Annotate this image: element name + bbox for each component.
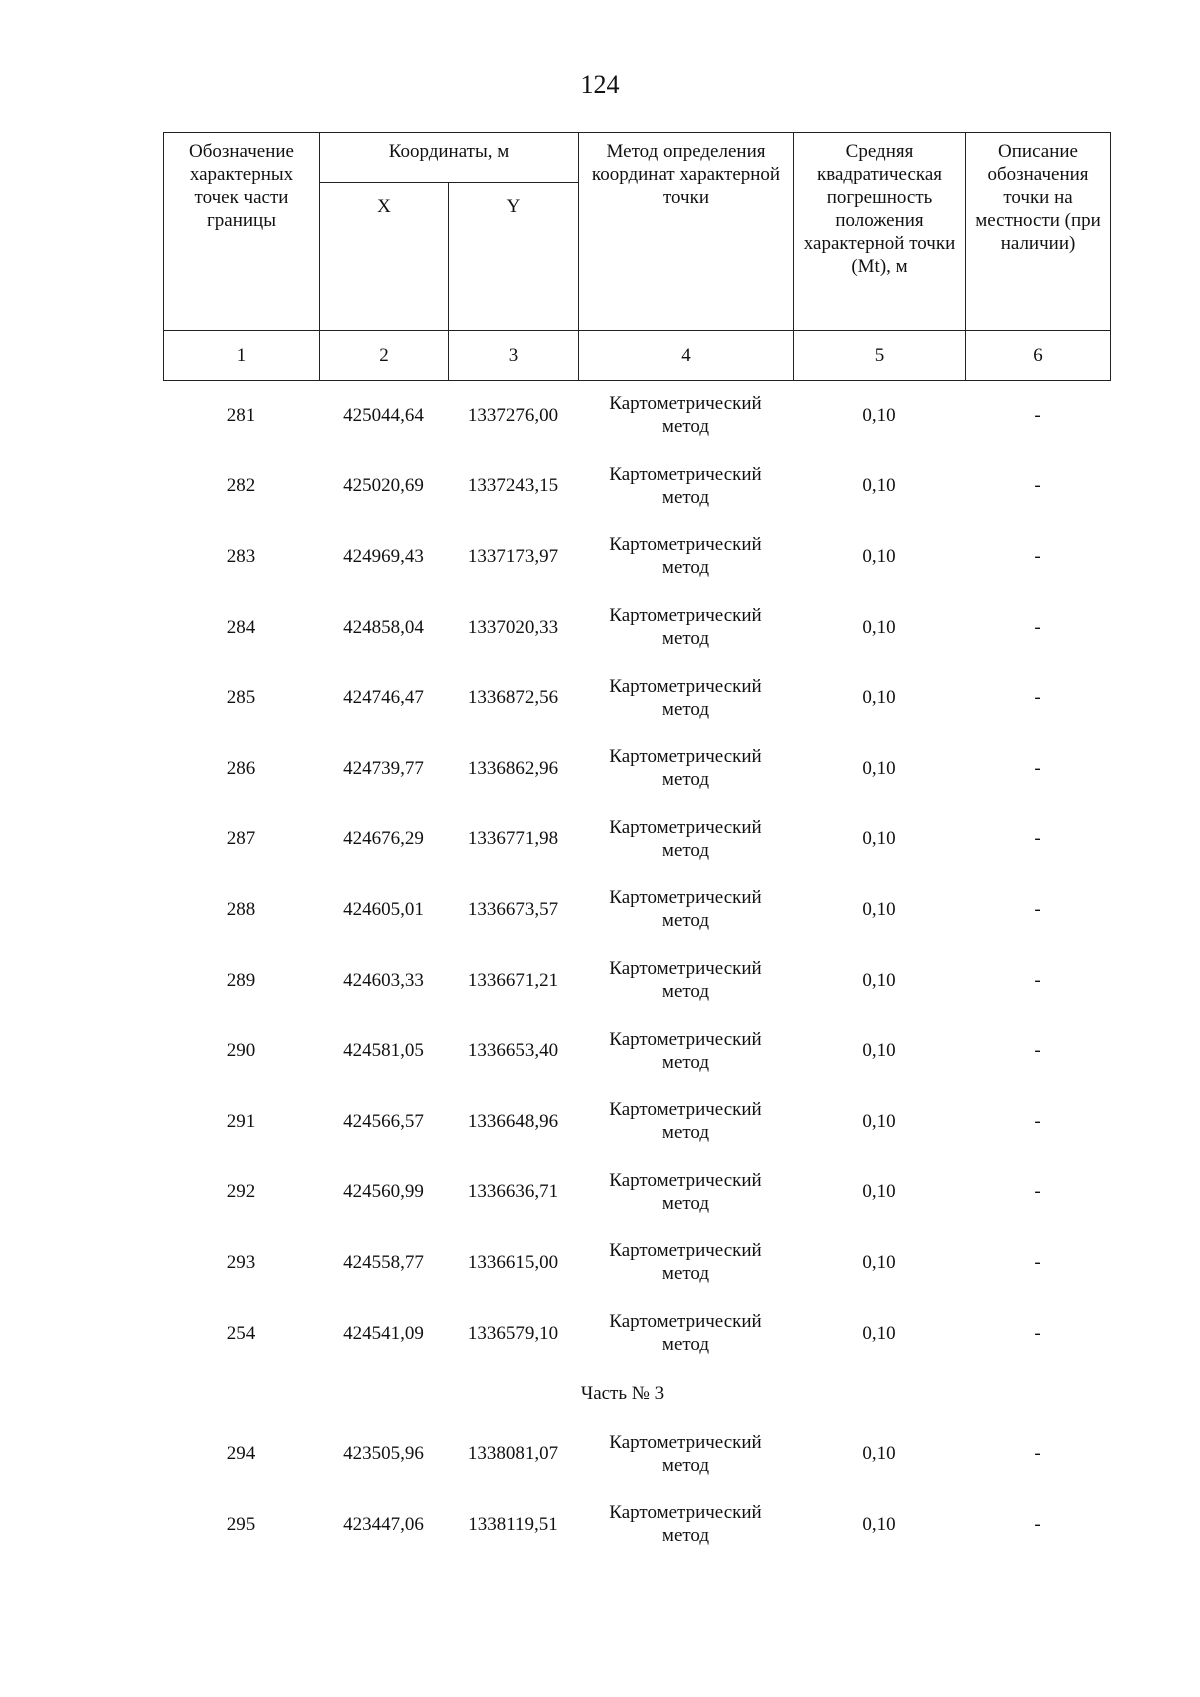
coord-x: 423505,96: [343, 1443, 424, 1465]
coord-y: 1336872,56: [467, 687, 559, 709]
header-y: Y: [449, 183, 579, 331]
coord-y: 1337173,97: [467, 545, 559, 567]
point-number: 295: [226, 1513, 256, 1535]
method: [578, 1489, 793, 1560]
method: [578, 1015, 793, 1086]
method-text: Картометрический: [609, 463, 762, 485]
mean-error: 0,10: [862, 828, 896, 850]
coordinates-table-header: [163, 132, 1111, 381]
method-text: Картометрический: [609, 605, 762, 627]
coord-x: 425020,69: [343, 475, 424, 497]
method-text: метод: [661, 557, 710, 579]
method-text: метод: [661, 416, 710, 438]
coord-x: 424739,77: [343, 757, 424, 779]
coord-y: 1336671,21: [467, 969, 559, 991]
table-row: [163, 662, 1110, 733]
table-row: [163, 1227, 1110, 1298]
description: -: [1034, 475, 1041, 497]
coord-y: 1336579,10: [467, 1322, 559, 1344]
coord-y: 1336653,40: [467, 1040, 559, 1062]
mean-error: 0,10: [862, 1513, 896, 1535]
description: -: [1034, 404, 1041, 426]
point-number: 284: [226, 616, 256, 638]
header-description: Описание обозначения точки на местности (при наличии): [966, 133, 1111, 331]
method-text: Картометрический: [609, 1169, 762, 1191]
method: [578, 804, 793, 875]
table-row: [163, 521, 1110, 592]
method: [578, 874, 793, 945]
coord-x: 424676,29: [343, 828, 424, 850]
coord-y: 1337020,33: [467, 616, 559, 638]
table-row: [163, 451, 1110, 522]
section-title: Часть № 3: [580, 1382, 665, 1404]
mean-error: 0,10: [862, 757, 896, 779]
method-text: метод: [661, 1122, 710, 1144]
method-text: Картометрический: [609, 1502, 762, 1524]
coord-y: 1336615,00: [467, 1251, 559, 1273]
column-number: 4: [579, 331, 794, 381]
method-text: Картометрический: [609, 958, 762, 980]
coord-x: 424746,47: [343, 687, 424, 709]
coord-x: 424581,05: [343, 1040, 424, 1062]
method-text: метод: [661, 1334, 710, 1356]
header-x: X: [320, 183, 449, 331]
method-text: Картометрический: [609, 675, 762, 697]
coord-x: 424541,09: [343, 1322, 424, 1344]
description: -: [1034, 969, 1041, 991]
description: -: [1034, 898, 1041, 920]
method: [578, 662, 793, 733]
mean-error: 0,10: [862, 1181, 896, 1203]
point-number: 288: [226, 898, 256, 920]
table-row: [163, 945, 1110, 1016]
description: -: [1034, 616, 1041, 638]
mean-error: 0,10: [862, 1251, 896, 1273]
description: -: [1034, 545, 1041, 567]
table-row: [163, 380, 1110, 451]
description: -: [1034, 1110, 1041, 1132]
coord-y: 1337243,15: [467, 475, 559, 497]
method-text: Картометрический: [609, 1099, 762, 1121]
coord-x: 424558,77: [343, 1251, 424, 1273]
method-text: метод: [661, 1454, 710, 1476]
header-mean-error: Средняя квадратическая погрешность положения характерной точки (Mt), м: [794, 133, 966, 331]
column-number: 5: [794, 331, 966, 381]
method-text: метод: [661, 981, 710, 1003]
coord-y: 1338081,07: [467, 1443, 559, 1465]
description: -: [1034, 1443, 1041, 1465]
point-number: 291: [226, 1110, 256, 1132]
column-number: 3: [449, 331, 579, 381]
mean-error: 0,10: [862, 545, 896, 567]
table-row: [163, 804, 1110, 875]
point-number: 292: [226, 1181, 256, 1203]
header-point-designation: Обозначение характерных точек части границы: [164, 133, 320, 331]
coord-x: 423447,06: [343, 1513, 424, 1535]
description: -: [1034, 1181, 1041, 1203]
coord-x: 424560,99: [343, 1181, 424, 1203]
description: -: [1034, 687, 1041, 709]
table-row: [163, 592, 1110, 663]
coord-y: 1336648,96: [467, 1110, 559, 1132]
coord-x: 424969,43: [343, 545, 424, 567]
method-text: метод: [661, 839, 710, 861]
method-text: Картометрический: [609, 1028, 762, 1050]
header-method: Метод определения координат характерной точки: [579, 133, 794, 331]
point-number: 294: [226, 1443, 256, 1465]
method-text: метод: [661, 769, 710, 791]
method-text: метод: [661, 1525, 710, 1547]
method: [578, 451, 793, 522]
method-text: метод: [661, 486, 710, 508]
coord-x: 424605,01: [343, 898, 424, 920]
point-number: 293: [226, 1251, 256, 1273]
table-row: [163, 1157, 1110, 1228]
coord-x: 424858,04: [343, 616, 424, 638]
point-number: 282: [226, 475, 256, 497]
table-row: [163, 1015, 1110, 1086]
description: -: [1034, 1513, 1041, 1535]
method-text: Картометрический: [609, 1311, 762, 1333]
coord-y: 1336771,98: [467, 828, 559, 850]
coord-x: 424603,33: [343, 969, 424, 991]
mean-error: 0,10: [862, 1110, 896, 1132]
point-number: 283: [226, 545, 256, 567]
description: -: [1034, 1040, 1041, 1062]
method: [578, 945, 793, 1016]
method-text: метод: [661, 698, 710, 720]
table-row: [163, 1298, 1110, 1369]
description: -: [1034, 828, 1041, 850]
point-number: 254: [226, 1322, 256, 1344]
coord-y: 1336636,71: [467, 1181, 559, 1203]
section-row: [163, 1368, 1110, 1418]
method: [578, 1227, 793, 1298]
method-text: Картометрический: [609, 746, 762, 768]
method: [578, 592, 793, 663]
method-text: Картометрический: [609, 393, 762, 415]
method-text: Картометрический: [609, 816, 762, 838]
table-row: [163, 733, 1110, 804]
column-number: 1: [164, 331, 320, 381]
point-number: 285: [226, 687, 256, 709]
table-row: [163, 1086, 1110, 1157]
mean-error: 0,10: [862, 969, 896, 991]
method: [578, 521, 793, 592]
column-number: 6: [966, 331, 1111, 381]
mean-error: 0,10: [862, 1322, 896, 1344]
description: -: [1034, 1322, 1041, 1344]
mean-error: 0,10: [862, 1443, 896, 1465]
header-coordinates: Координаты, м: [320, 133, 579, 183]
mean-error: 0,10: [862, 898, 896, 920]
table-row: [163, 874, 1110, 945]
point-number: 281: [226, 404, 256, 426]
description: -: [1034, 757, 1041, 779]
method: [578, 380, 793, 451]
description: -: [1034, 1251, 1041, 1273]
method: [578, 733, 793, 804]
column-number: 2: [320, 331, 449, 381]
method-text: метод: [661, 910, 710, 932]
method: [578, 1086, 793, 1157]
coord-y: 1336862,96: [467, 757, 559, 779]
method-text: метод: [661, 1051, 710, 1073]
point-number: 289: [226, 969, 256, 991]
table-row: [163, 1418, 1110, 1489]
page-number: 124: [580, 70, 620, 99]
coord-y: 1337276,00: [467, 404, 559, 426]
table-row: [163, 1489, 1110, 1560]
method: [578, 1298, 793, 1369]
method-text: Картометрический: [609, 1240, 762, 1262]
method-text: метод: [661, 1192, 710, 1214]
coord-y: 1338119,51: [468, 1513, 558, 1535]
point-number: 287: [226, 828, 256, 850]
method-text: Картометрический: [609, 534, 762, 556]
coordinates-table-body: [163, 380, 1110, 1560]
mean-error: 0,10: [862, 475, 896, 497]
method-text: Картометрический: [609, 887, 762, 909]
coord-x: 424566,57: [343, 1110, 424, 1132]
method: [578, 1157, 793, 1228]
mean-error: 0,10: [862, 404, 896, 426]
mean-error: 0,10: [862, 616, 896, 638]
method-text: метод: [661, 1263, 710, 1285]
point-number: 290: [226, 1040, 256, 1062]
method-text: Картометрический: [609, 1431, 762, 1453]
method-text: метод: [661, 628, 710, 650]
coord-y: 1336673,57: [467, 898, 559, 920]
point-number: 286: [226, 757, 256, 779]
mean-error: 0,10: [862, 687, 896, 709]
coord-x: 425044,64: [343, 404, 424, 426]
method: [578, 1418, 793, 1489]
mean-error: 0,10: [862, 1040, 896, 1062]
